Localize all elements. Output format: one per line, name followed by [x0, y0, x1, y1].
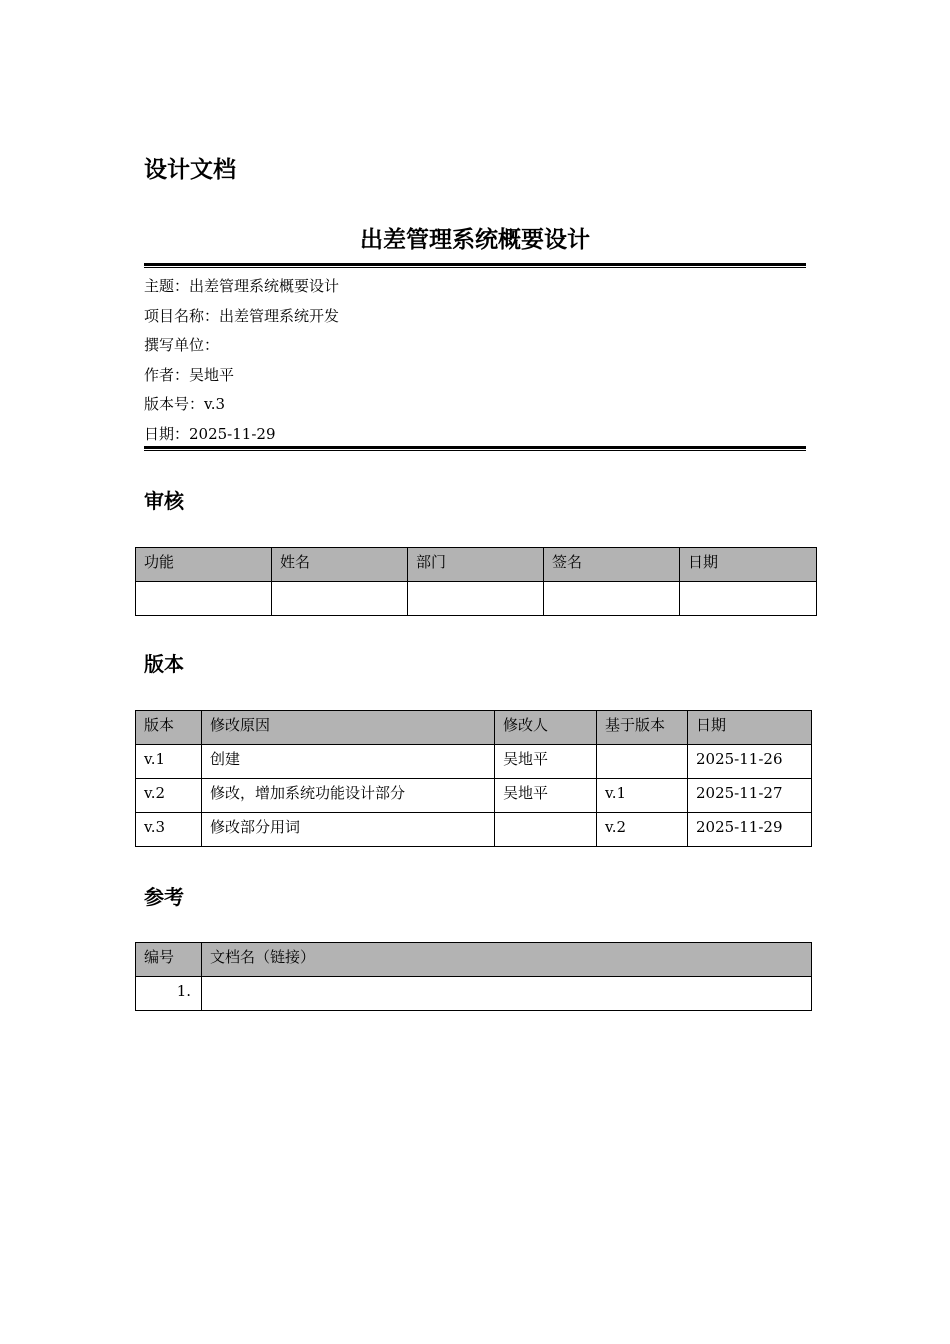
meta-version: 版本号：v.3	[144, 395, 226, 414]
meta-author: 作者：吴地平	[144, 365, 235, 384]
version-cell: v.1	[136, 745, 202, 779]
title-divider-top	[144, 263, 806, 268]
column-header: 修改人	[495, 711, 597, 745]
review-heading: 审核	[144, 489, 184, 513]
table-row	[136, 779, 812, 813]
column-header: 编号	[136, 943, 202, 977]
base-version-cell	[597, 745, 688, 779]
table-row	[136, 977, 812, 1011]
table-cell[interactable]	[272, 582, 408, 616]
column-header: 修改原因	[202, 711, 495, 745]
version-cell: v.3	[136, 813, 202, 847]
table-cell[interactable]	[136, 582, 272, 616]
table-cell[interactable]	[544, 582, 680, 616]
reason-cell: 修改部分用词	[202, 813, 495, 847]
reference-number-cell: 1.	[136, 977, 202, 1011]
table-header-row	[136, 943, 812, 977]
document-title: 出差管理系统概要设计	[360, 227, 590, 253]
version-cell: v.2	[136, 779, 202, 813]
document-type-label: 设计文档	[144, 157, 236, 183]
column-header: 基于版本	[597, 711, 688, 745]
meta-subject: 主题：出差管理系统概要设计	[144, 277, 340, 295]
document-metadata	[144, 272, 339, 450]
reason-cell: 修改，增加系统功能设计部分	[202, 779, 495, 813]
column-header: 日期	[688, 711, 812, 745]
column-header: 版本	[136, 711, 202, 745]
meta-author-org: 撰写单位：	[144, 336, 220, 355]
base-version-cell: v.1	[597, 779, 688, 813]
meta-project-name: 项目名称：出差管理系统开发	[144, 306, 340, 325]
date-cell: 2025-11-26	[688, 745, 812, 779]
date-cell: 2025-11-29	[688, 813, 812, 847]
column-header: 日期	[680, 548, 817, 582]
version-heading: 版本	[144, 652, 184, 676]
editor-cell: 吴地平	[495, 745, 597, 779]
table-cell[interactable]	[680, 582, 817, 616]
editor-cell: 吴地平	[495, 779, 597, 813]
table-header-row	[136, 711, 812, 745]
table-row	[136, 813, 812, 847]
date-cell: 2025-11-27	[688, 779, 812, 813]
meta-date: 日期：2025-11-29	[144, 424, 276, 443]
base-version-cell: v.2	[597, 813, 688, 847]
reason-cell: 创建	[202, 745, 495, 779]
table-row	[136, 745, 812, 779]
references-heading: 参考	[144, 885, 184, 909]
version-table	[135, 710, 812, 847]
reference-link-cell[interactable]	[202, 977, 812, 1011]
column-header: 签名	[544, 548, 680, 582]
meta-divider-bottom	[144, 446, 806, 451]
editor-cell	[495, 813, 597, 847]
column-header: 文档名（链接）	[202, 943, 812, 977]
table-header-row	[136, 548, 817, 582]
references-table	[135, 942, 812, 1011]
column-header: 功能	[136, 548, 272, 582]
table-cell[interactable]	[408, 582, 544, 616]
column-header: 姓名	[272, 548, 408, 582]
column-header: 部门	[408, 548, 544, 582]
review-table	[135, 547, 817, 616]
table-row	[136, 582, 817, 616]
